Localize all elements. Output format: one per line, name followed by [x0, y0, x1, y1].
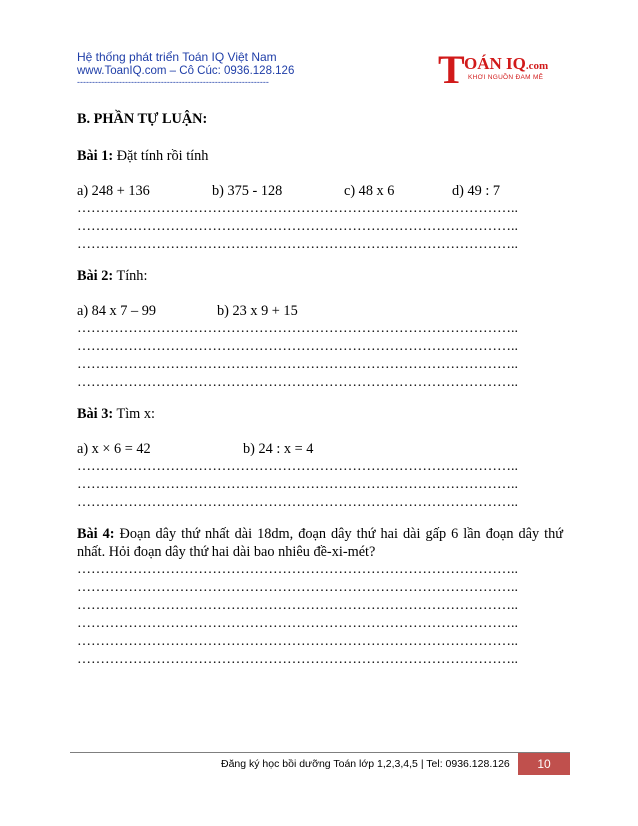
- exercise-2-item-b: b) 23 x 9 + 15: [217, 303, 298, 319]
- answer-line: …………………………………………………………………………………..: [77, 357, 518, 372]
- exercise-1-title: [77, 147, 563, 165]
- logo-wordmark: [464, 54, 548, 74]
- answer-line: …………………………………………………………………………………..: [77, 219, 518, 234]
- exercise-2-items: [77, 302, 563, 320]
- exercise-2-label: Bài 2:: [77, 268, 114, 284]
- exercise-1-item-b: b) 375 - 128: [212, 183, 283, 199]
- header-divider: ----------------------------------------------------------------: [77, 78, 269, 86]
- answer-line: …………………………………………………………………………………..: [77, 495, 518, 510]
- exercise-3-instruction: Tìm x:: [113, 406, 155, 422]
- header-contact: www.ToanIQ.com – Cô Cúc: 0936.128.126: [77, 65, 295, 77]
- logo-wordmark-com: .com: [525, 60, 549, 72]
- exercise-1-items: [77, 182, 563, 200]
- answer-line: …………………………………………………………………………………..: [77, 339, 518, 354]
- exercise-2-instruction: Tính:: [113, 268, 148, 284]
- answer-line: …………………………………………………………………………………..: [77, 321, 518, 336]
- answer-line: …………………………………………………………………………………..: [77, 201, 518, 216]
- exercise-3-item-b: b) 24 : x = 4: [243, 441, 314, 457]
- page-number: 10: [518, 753, 570, 775]
- exercise-3-label: Bài 3:: [77, 406, 114, 422]
- answer-line: …………………………………………………………………………………..: [77, 616, 518, 631]
- logo-tagline: KHƠI NGUỒN ĐAM MÊ: [468, 74, 544, 81]
- exercise-3-item-a: a) x × 6 = 42: [77, 441, 151, 457]
- exercise-1-instruction: Đặt tính rồi tính: [113, 148, 209, 164]
- answer-line: …………………………………………………………………………………..: [77, 459, 518, 474]
- exercise-1-label: Bài 1:: [77, 148, 114, 164]
- answer-line: …………………………………………………………………………………..: [77, 477, 518, 492]
- logo-letter-t: T: [438, 47, 465, 92]
- answer-line: …………………………………………………………………………………..: [77, 580, 518, 595]
- exercise-3-items: [77, 440, 563, 458]
- logo-wordmark-main: OÁN IQ: [464, 54, 526, 73]
- exercise-4-text: Đoạn dây thứ nhất dài 18dm, đoạn dây thứ hai dài gấp 6 lần đoạn dây thứ nhất. Hỏi đoạn dây thứ hai dài bao nhiêu đề-xi-mét?: [77, 526, 563, 560]
- exercise-1-item-a: a) 248 + 136: [77, 183, 150, 199]
- answer-line: …………………………………………………………………………………..: [77, 598, 518, 613]
- exercise-4-problem: [77, 525, 563, 561]
- toaniq-logo: [438, 47, 556, 92]
- exercise-1-item-d: d) 49 : 7: [452, 183, 501, 199]
- header-org-name: Hệ thống phát triển Toán IQ Việt Nam: [77, 50, 277, 64]
- answer-line: …………………………………………………………………………………..: [77, 375, 518, 390]
- exercise-2-item-a: a) 84 x 7 – 99: [77, 303, 157, 319]
- answer-line: …………………………………………………………………………………..: [77, 237, 518, 252]
- answer-line: …………………………………………………………………………………..: [77, 634, 518, 649]
- exercise-3-title: [77, 405, 563, 423]
- footer-text: Đăng ký học bồi dưỡng Toán lớp 1,2,3,4,5 | Tel: 0936.128.126: [221, 758, 510, 770]
- answer-line: …………………………………………………………………………………..: [77, 652, 518, 667]
- footer-divider: [70, 752, 570, 753]
- exercise-4-label: Bài 4:: [77, 526, 115, 542]
- exercise-1-item-c: c) 48 x 6: [344, 183, 395, 199]
- exercise-2-title: [77, 267, 563, 285]
- page-header: [77, 50, 337, 86]
- section-title: B. PHẦN TỰ LUẬN:: [77, 111, 208, 127]
- worksheet-content: [77, 110, 563, 669]
- answer-line: …………………………………………………………………………………..: [77, 562, 518, 577]
